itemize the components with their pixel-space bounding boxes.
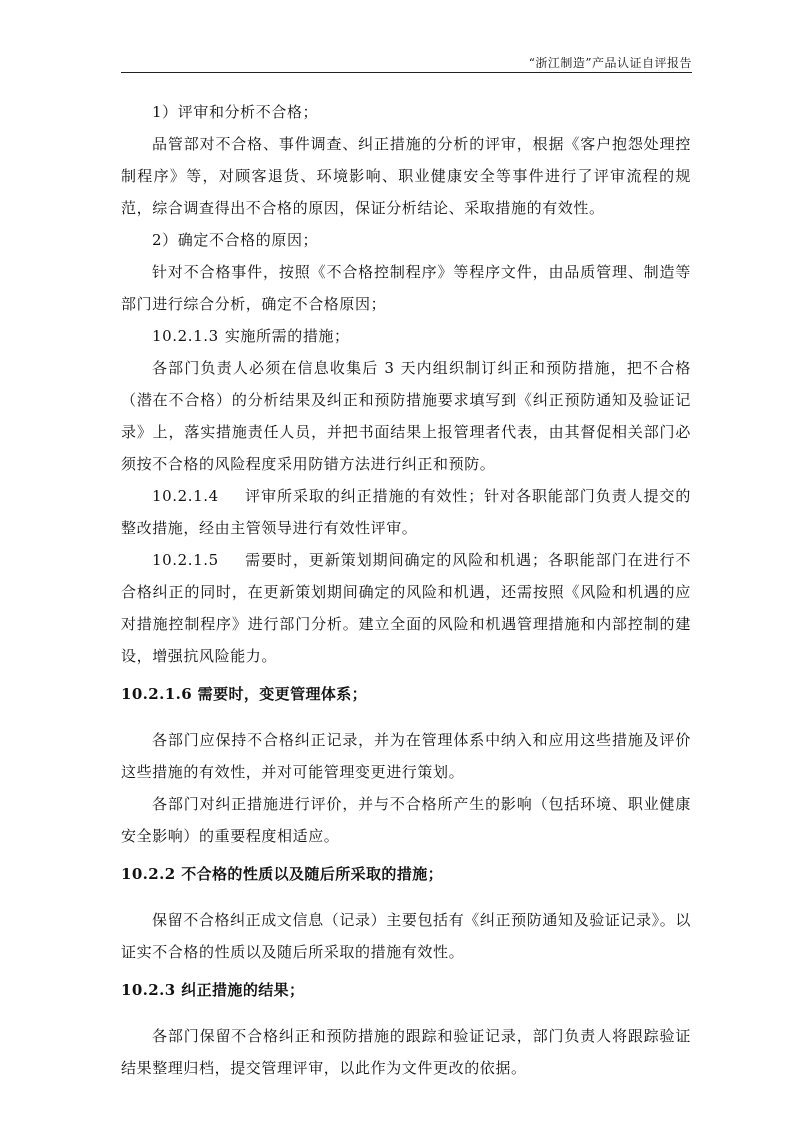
document-body (121, 96, 691, 1084)
paragraph-review-body: 品管部对不合格、事件调查、纠正措施的分析的评审，根据《客户抱怨处理控制程序》等，对顾客退货、环境影响、职业健康安全等事件进行了评审流程的规范，综合调查得出不合格的原因，保证分析结论、采取措施的有效性。 (121, 135, 691, 217)
section-10-2-1-3 (121, 320, 691, 352)
section-text: 评审所采取的纠正措施的有效性；针对各职能部门负责人提交的整改措施，经由主管领导进行有效性评审。 (121, 487, 691, 537)
paragraph-tracking: 各部门保留不合格纠正和预防措施的跟踪和验证记录，部门负责人将跟踪验证结果整理归档，提交管理评审，以此作为文件更改的依据。 (121, 1027, 691, 1077)
paragraph-records: 各部门应保持不合格纠正记录，并为在管理体系中纳入和应用这些措施及评价这些措施的有效性，并对可能管理变更进行策划。 (121, 731, 691, 781)
paragraph-review-title: 1）评审和分析不合格； (152, 103, 319, 121)
page-header (121, 50, 692, 73)
section-text: 实施所需的措施； (224, 327, 350, 345)
section-10-2-1-5 (121, 544, 691, 672)
paragraph-cause-title: 2）确定不合格的原因； (152, 231, 319, 249)
section-number: 10.2.1.4 (152, 487, 219, 505)
paragraph-evaluation: 各部门对纠正措施进行评价，并与不合格所产生的影响（包括环境、职业健康安全影响）的重要程度相适应。 (121, 795, 691, 845)
section-number: 10.2.1.3 (152, 327, 219, 345)
section-number: 10.2.1.5 (152, 551, 219, 569)
header-title: “浙江制造”产品认证自评报告 (528, 56, 692, 70)
paragraph-documented-info: 保留不合格纠正成文信息（记录）主要包括有《纠正预防通知及验证记录》。以证实不合格的性质以及随后所采取的措施有效性。 (121, 911, 691, 961)
section-text: 需要时，更新策划期间确定的风险和机遇；各职能部门在进行不合格纠正的同时，在更新策划期间确定的风险和机遇，还需按照《风险和机遇的应对措施控制程序》进行部门分析。建立全面的风险和机遇管理措施和内部控制的建设，增强抗风险能力。 (121, 551, 691, 665)
paragraph-measures-body: 各部门负责人必须在信息收集后 3 天内组织制订纠正和预防措施，把不合格（潜在不合格）的分析结果及纠正和预防措施要求填写到《纠正预防通知及验证记录》上，落实措施责任人员，并把书面结果上报管理者代表，由其督促相关部门必须按不合格的风险程度采用防错方法进行纠正和预防。 (121, 359, 691, 473)
paragraph-cause-body: 针对不合格事件，按照《不合格控制程序》等程序文件，由品质管理、制造等部门进行综合分析，确定不合格原因； (121, 263, 691, 313)
heading-10-2-1-6: 10.2.1.6 需要时，变更管理体系； (121, 685, 368, 703)
heading-10-2-2: 10.2.2 不合格的性质以及随后所采取的措施； (121, 865, 444, 883)
section-10-2-1-4 (121, 480, 691, 544)
heading-10-2-3: 10.2.3 纠正措施的结果； (121, 981, 305, 999)
